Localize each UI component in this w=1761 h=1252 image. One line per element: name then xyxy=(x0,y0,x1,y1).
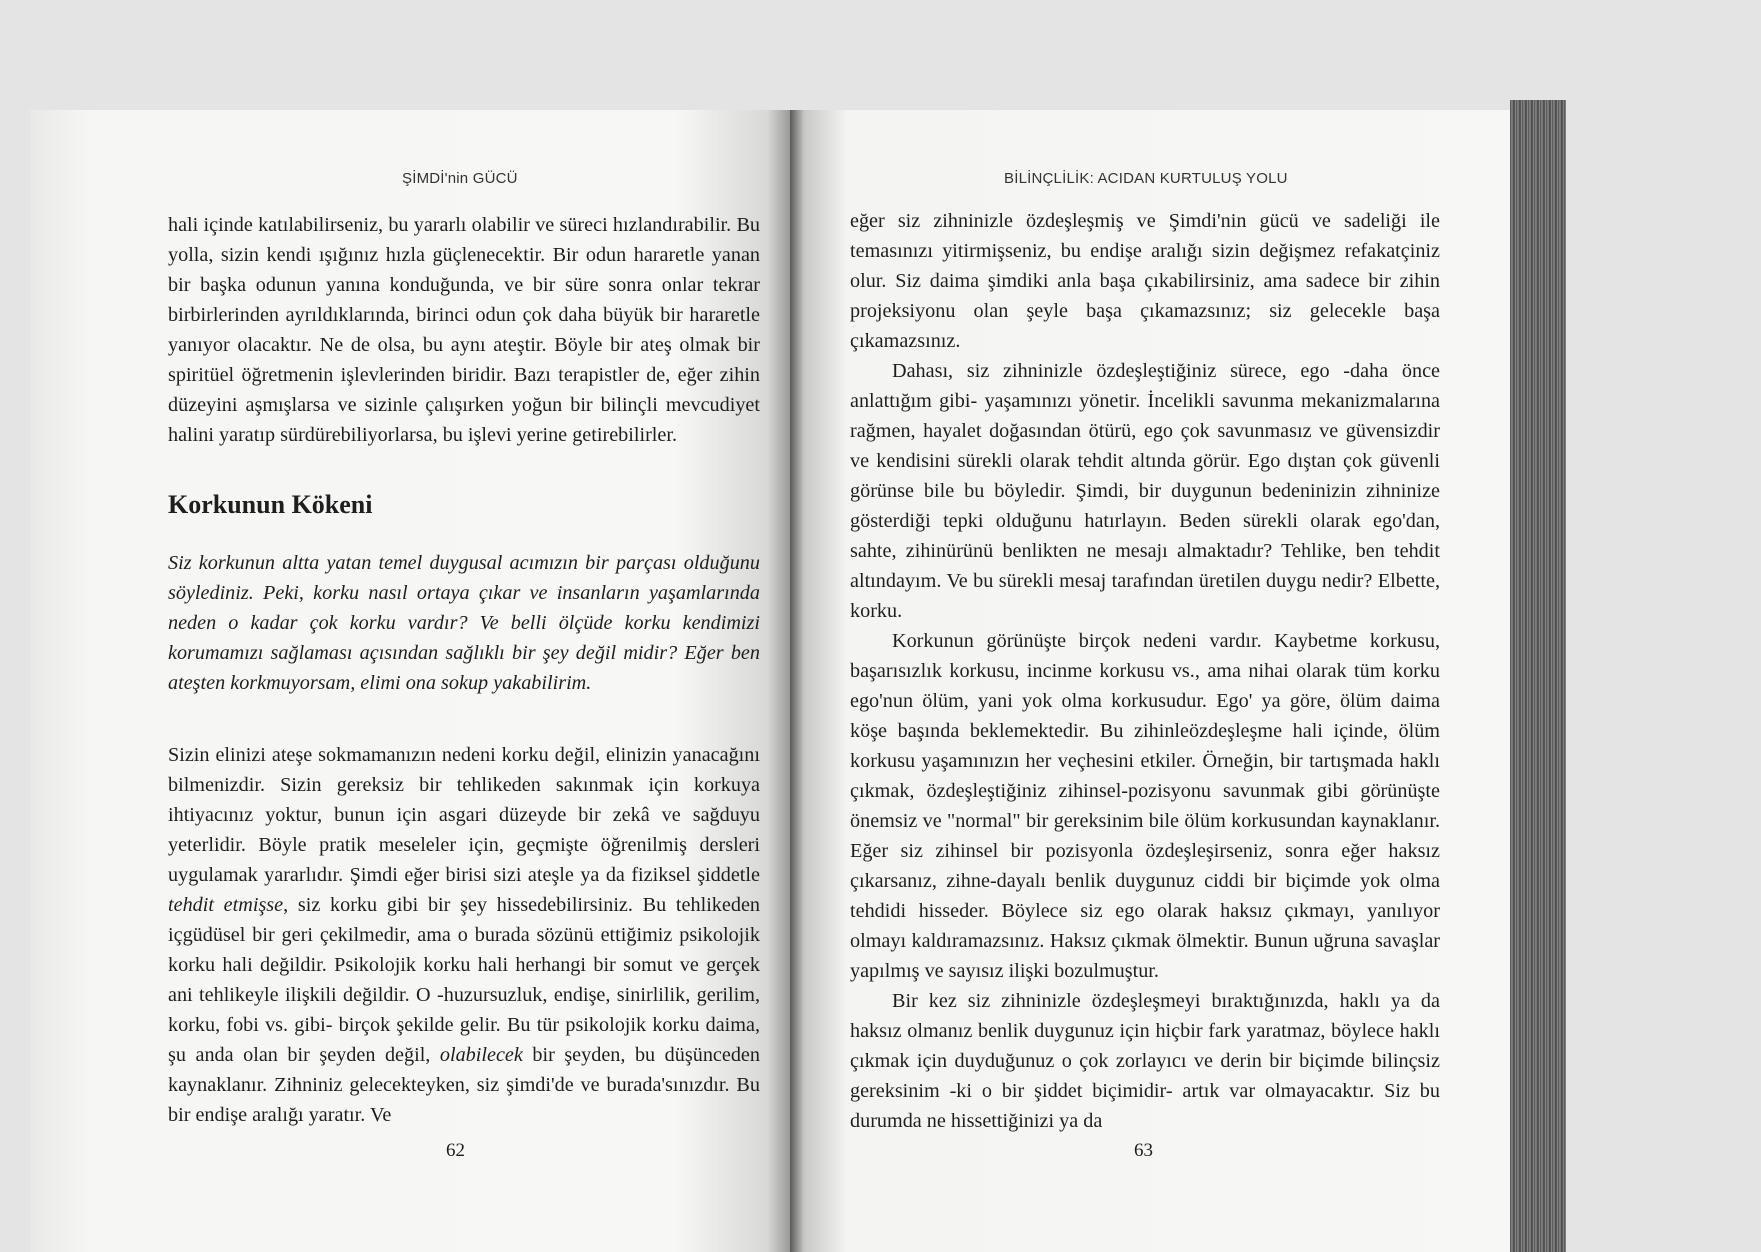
page-edges xyxy=(1510,100,1566,1252)
page-number-right: 63 xyxy=(1134,1140,1153,1161)
left-paragraph-2-part-c: bir şeyden, bu düşünceden kaynaklanır. Zihniniz gelecekteyken, siz şimdi'de ve burada'sınızdır. Bu bir endişe aralığı yaratır. Ve xyxy=(168,1044,760,1126)
left-paragraph-2-emphasis-1: tehdit etmişse xyxy=(168,894,284,916)
page-number-left: 62 xyxy=(446,1140,465,1161)
right-paragraph-1: eğer siz zihninizle özdeşleşmiş ve Şimdi'nin gücü ve sadeliği ile temasınızı yitirmişseniz, bu endişe aralığı sizin değişmez refakatçiniz olur. Siz daima şimdiki anla başa çıkabilirsiniz, ama sadece bir zihin projeksiyonu olan şeyle başa çıkamazsınız; siz gelecekle başa çıkamazsınız. xyxy=(850,210,1440,352)
left-paragraph-1 xyxy=(168,210,760,450)
running-head-right: BİLİNÇLİLİK: ACIDAN KURTULUŞ YOLU xyxy=(1004,170,1288,187)
left-paragraph-1-text: hali içinde katılabilirseniz, bu yararlı olabilir ve süreci hızlandırabilir. Bu yolla, sizin kendi ışığınız hızla güçlenecektir. Bir odun hararetle yanan bir başka odunun yanına konduğunda, ve bir süre sonra onlar tekrar birbirlerinden ayrıldıklarında, birinci odun çok daha büyük bir hararetle yanıyor olacaktır. Ne de olsa, bu aynı ateştir. Böyle bir ateş olmak bir spiritüel öğretmenin işlevlerinden biridir. Bazı terapistler de, eğer zihin düzeyini aşmışlarsa ve sizinle çalışırken yoğun bir bilinçli mevcudiyet halini yaratıp sürdürebiliyorlarsa, bu işlevi yerine getirebilirler. xyxy=(168,214,760,446)
left-paragraph-2-part-b: , siz korku gibi bir şey hissedebilirsiniz. Bu tehlikeden içgüdüsel bir geri çekilmedir, ama o burada sözünü ettiğimiz psikolojik korku hali değildir. Psikolojik korku hali herhangi bir somut ve gerçek ani tehlikeyle ilişkili değildir. O -huzursuzluk, endişe, sinirlilik, gerilim, korku, fobi vs. gibi- birçok şekilde gelir. Bu tür psikolojik korku daima, şu anda olan bir şeyden değil, xyxy=(168,894,761,1066)
left-paragraph-2-emphasis-2: olabilecek xyxy=(439,1044,523,1066)
right-text-block xyxy=(850,206,1440,1136)
right-paragraph-4: Bir kez siz zihninizle özdeşleşmeyi bıraktığınızda, haklı ya da haksız olmanız benlik duygunuz için hiçbir fark yaratmaz, böylece haklı çıkmak için duyduğunuz o çok zorlayıcı ve derin bir biçimde bilinçsiz gereksinim -ki o bir şiddet biçimidir- artık var olmayacaktır. Siz bu durumda ne hissettiğinizi ya da xyxy=(850,990,1440,1132)
left-paragraph-2 xyxy=(168,740,760,1130)
right-paragraph-2: Dahası, siz zihninizle özdeşleştiğiniz sürece, ego -daha önce anlattığım gibi- yaşamınızı yönetir. İncelikli savunma mekanizmalarına rağmen, hayalet doğasından ötürü, ego çok savunmasız ve güvensizdir ve kendisini sürekli olarak tehdit altında görür. Ego dıştan çok güvenli görünse bile bu böyledir. Şimdi, bir duygunun bedeninizin zihninize gösterdiği tepki olduğunu hatırlayın. Beden sürekli olarak ego'dan, sahte, zihinürünü benlikten ne mesajı almaktadır? Tehlike, ben tehdit altındayım. Ve bu sürekli mesaj tarafından üretilen duygu nedir? Elbette, korku. xyxy=(850,360,1440,622)
running-head-left: ŞİMDİ'nin GÜCÜ xyxy=(402,170,518,187)
question-block xyxy=(168,548,760,698)
left-paragraph-2-text xyxy=(168,740,760,1130)
question-text: Siz korkunun altta yatan temel duygusal acımızın bir parçası olduğunu söylediniz. Peki, korku nasıl ortaya çıkar ve insanların yaşamlarında neden o kadar çok korku vardır? Ve belli ölçüde korku kendimizi korumamızı sağlaması açısından sağlıklı bir şey değil midir? Eğer ben ateşten korkmuyorsam, elimi ona sokup yakabilirim. xyxy=(168,552,760,694)
section-heading: Korkunun Kökeni xyxy=(168,490,373,519)
left-paragraph-2-part-a: Sizin elinizi ateşe sokmamanızın nedeni korku değil, elinizin yanacağını bilmenizdir. Sizin gereksiz bir tehlikeden sakınmak için korkuya ihtiyacınız yoktur, bunun için asgari düzeyde bir zekâ ve sağduyu yeterlidir. Böyle pratik meseleler için, geçmişte öğrenilmiş dersleri uygulamak yararlıdır. Şimdi eğer birisi sizi ateşle ya da fiziksel şiddetle xyxy=(168,744,760,886)
right-paragraph-3: Korkunun görünüşte birçok nedeni vardır. Kaybetme korkusu, başarısızlık korkusu, incinme korkusu vs., ama nihai olarak tüm korku ego'nun ölüm, yani yok olma korkusudur. Ego' ya göre, ölüm daima köşe başında beklemektedir. Bu zihinleözdeşleşme hali içinde, ölüm korkusu yaşamınızın her veçhesini etkiler. Örneğin, bir tartışmada haklı çıkmak, özdeşleştiğiniz zihinsel-pozisyonu savunmak gibi görünüşte önemsiz ve "normal" bir gereksinim bile ölüm korkusundan kaynaklanır. Eğer siz zihinsel bir pozisyonla özdeşleşirseniz, sonra eğer haksız çıkarsanız, zihne-dayalı benlik duygunuz ciddi bir biçimde yok olma tehdidi hisseder. Böylece siz ego olarak haksız çıkmayı, yanılıyor olmayı kaldıramazsınız. Haksız çıkmak ölmektir. Bunun uğruna savaşlar yapılmış ve sayısız ilişki bozulmuştur. xyxy=(850,630,1440,982)
